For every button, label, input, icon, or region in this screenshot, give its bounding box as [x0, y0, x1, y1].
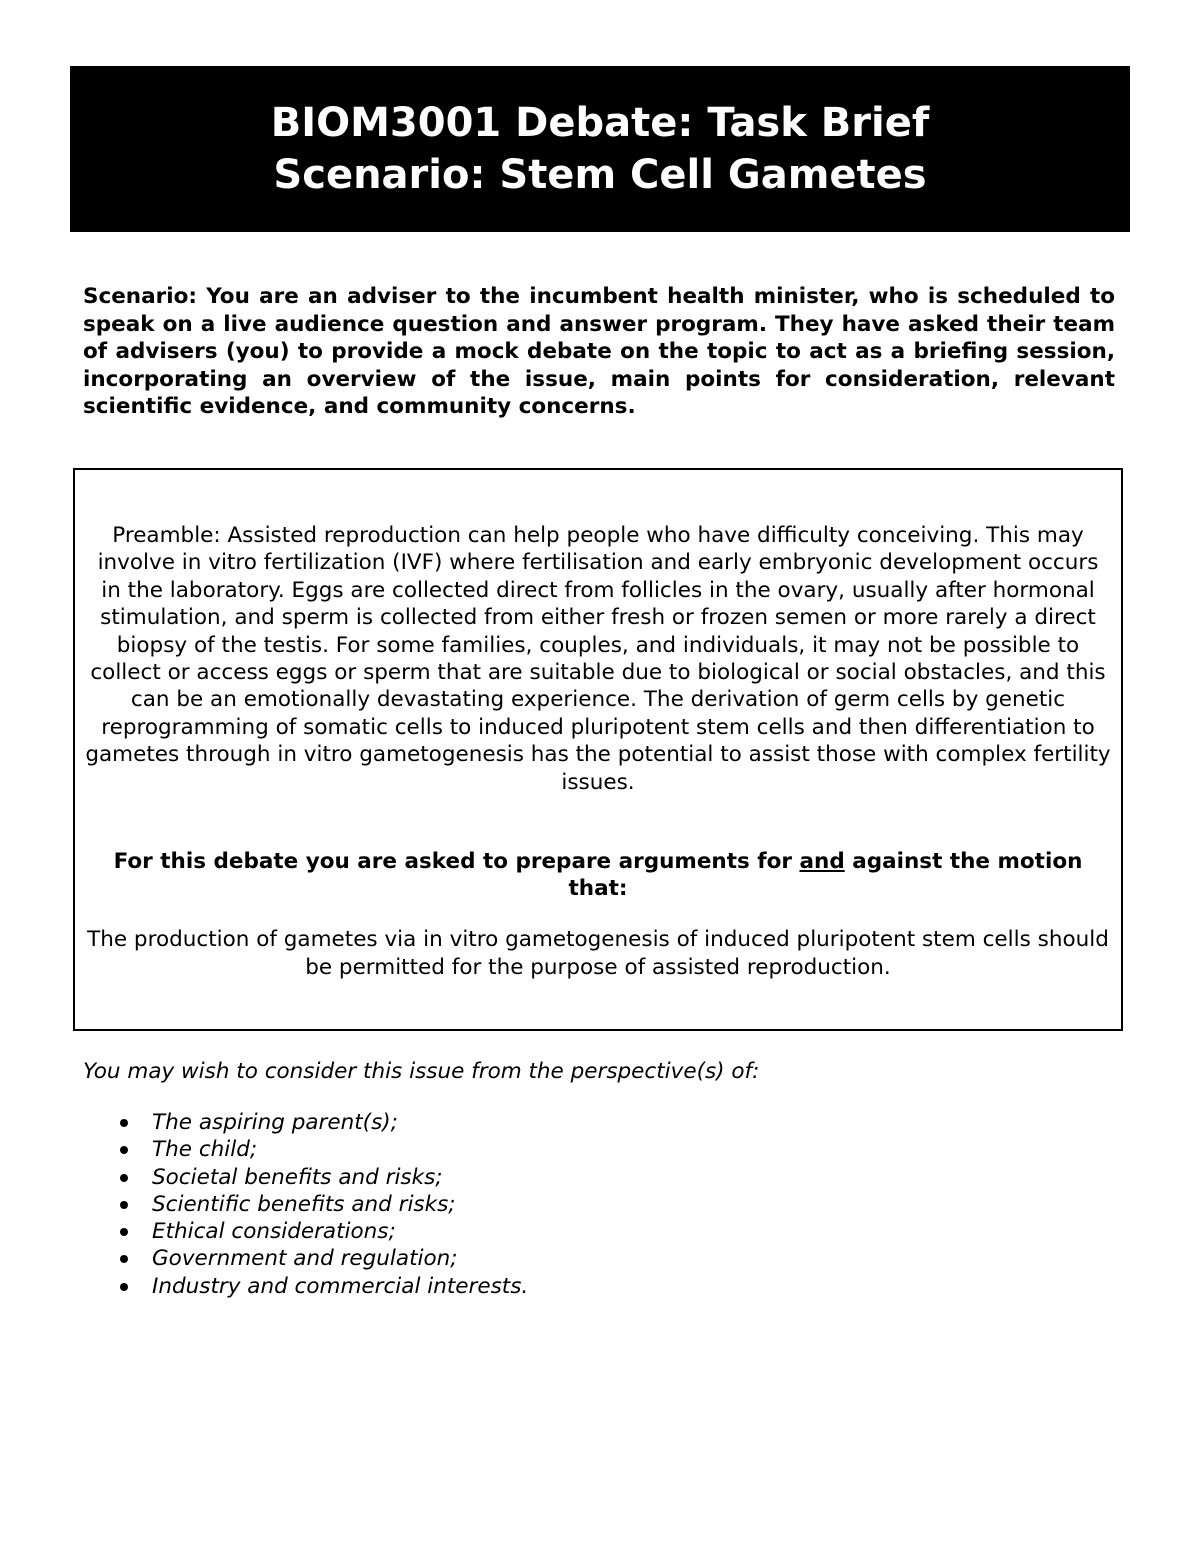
list-item: [83, 1191, 528, 1218]
list-item-label: Government and regulation;: [152, 1246, 458, 1272]
document-subtitle: Scenario: Stem Cell Gametes: [273, 152, 927, 198]
list-item-label: Ethical considerations;: [152, 1219, 396, 1245]
title-banner: [70, 66, 1130, 232]
bullet-icon: [120, 1283, 128, 1291]
bullet-icon: [120, 1255, 128, 1263]
perspectives-list: [83, 1109, 528, 1300]
perspectives-intro: You may wish to consider this issue from the perspective(s) of:: [83, 1059, 760, 1084]
preamble-box: [73, 468, 1123, 1031]
bullet-icon: [120, 1174, 128, 1182]
list-item: [83, 1164, 528, 1191]
preamble-paragraph: Preamble: Assisted reproduction can help people who have difficulty conceiving. This may involve in vitro fertilization (IVF) where fertilisation and early embryonic development occurs in the laboratory. Eggs are collected direct from follicles in the ovary, usually after hormonal stimulation, and sperm is collected from either fresh or frozen semen or more rarely a direct biopsy of the testis. For some families, couples, and individuals, it may not be possible to collect or access eggs or sperm that are suitable due to biological or social obstacles, and this can be an emotionally devastating experience. The derivation of germ cells by genetic reprogramming of somatic cells to induced pluripotent stem cells and then differentiation to gametes through in vitro gametogenesis has the potential to assist those with complex fertility issues.: [85, 523, 1111, 795]
motion-heading: [85, 848, 1111, 903]
list-item: [83, 1109, 528, 1136]
bullet-icon: [120, 1228, 128, 1236]
list-item: [83, 1218, 528, 1245]
list-item-label: Scientific benefits and risks;: [152, 1191, 456, 1217]
bullet-icon: [120, 1146, 128, 1154]
list-item-label: Industry and commercial interests.: [152, 1273, 529, 1299]
bullet-icon: [120, 1201, 128, 1209]
list-item-label: Societal benefits and risks;: [152, 1164, 443, 1190]
list-item-label: The aspiring parent(s);: [152, 1110, 398, 1135]
scenario-paragraph: Scenario: You are an adviser to the incumbent health minister, who is scheduled to speak on a live audience question and answer program. They have asked their team of advisers (you) to provide a mock debate on the topic to act as a briefing session, incorporating an overview of the issue, main points for consideration, relevant scientific evidence, and community concerns.: [83, 284, 1115, 420]
motion-heading-start: For this debate you are asked to prepare arguments for: [113, 849, 800, 874]
bullet-icon: [120, 1119, 128, 1127]
list-item-label: The child;: [152, 1137, 258, 1163]
motion-heading-underlined: and: [799, 849, 845, 874]
list-item: [83, 1273, 528, 1300]
document-title: BIOM3001 Debate: Task Brief: [270, 100, 930, 146]
list-item: [83, 1136, 528, 1163]
list-item: [83, 1245, 528, 1272]
motion-statement: The production of gametes via in vitro gametogenesis of induced pluripotent stem cells should be permitted for the purpose of assisted reproduction.: [87, 927, 1109, 980]
motion-heading-end: against the motion that:: [568, 849, 1083, 902]
